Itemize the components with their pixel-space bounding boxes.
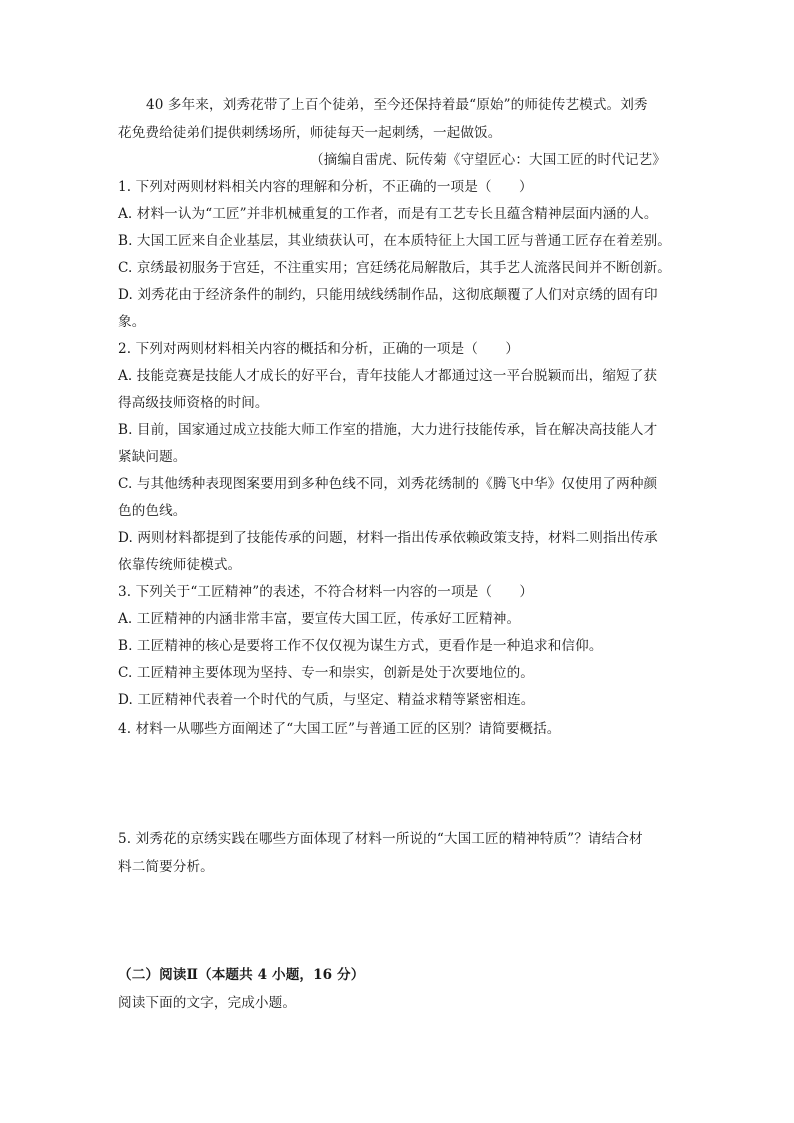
question-2: 2. 下列对两则材料相关内容的概括和分析，正确的一项是（ ） [118,341,520,357]
section-instruction: 阅读下面的文字，完成小题。 [118,995,297,1011]
question-4: 4. 材料一从哪些方面阐述了“大国工匠”与普通工匠的区别？请简要概括。 [118,721,561,737]
passage-line-2: 花免费给徒弟们提供刺绣场所，师徒每天一起刺绣，一起做饭。 [118,125,502,141]
question-1-option-c: C. 京绣最初服务于宫廷，不注重实用；宫廷绣花局解散后，其手艺人流落民间并不断创新。 [118,260,671,276]
question-1-option-a: A. 材料一认为“工匠”并非机械重复的工作者，而是有工艺专长且蕴含精神层面内涵的人。 [118,206,658,222]
section-heading: （二）阅读Ⅱ（本题共 4 小题，16 分） [118,967,365,983]
question-3: 3. 下列关于“工匠精神”的表述，不符合材料一内容的一项是（ ） [118,584,534,600]
question-2-option-b-cont: 紧缺问题。 [118,449,187,465]
question-3-option-c: C. 工匠精神主要体现为坚持、专一和崇实，创新是处于次要地位的。 [118,665,534,681]
question-1-option-d: D. 刘秀花由于经济条件的制约，只能用绒线绣制作品，这彻底颠覆了人们对京绣的固有印 [118,287,658,303]
source-citation: （摘编自雷虎、阮传菊《守望匠心：大国工匠的时代记艺》 [309,152,666,168]
question-2-option-d: D. 两则材料都提到了技能传承的问题，材料一指出传承依赖政策支持，材料二则指出传承 [118,530,658,546]
question-3-option-b: B. 工匠精神的核心是要将工作不仅仅视为谋生方式，更看作是一种追求和信仰。 [118,638,603,654]
question-2-option-a-cont: 得高级技师资格的时间。 [118,395,269,411]
passage-line-1: 40 多年来，刘秀花带了上百个徒弟，至今还保持着最“原始”的师徒传艺模式。刘秀 [146,97,648,113]
question-3-option-a: A. 工匠精神的内涵非常丰富，要宣传大国工匠，传承好工匠精神。 [118,611,521,627]
question-2-option-d-cont: 依靠传统师徒模式。 [118,557,242,573]
question-3-option-d: D. 工匠精神代表着一个时代的气质，与坚定、精益求精等紧密相连。 [118,692,535,708]
question-1-option-b: B. 大国工匠来自企业基层，其业绩获认可，在本质特征上大国工匠与普通工匠存在着差别。 [118,233,671,249]
question-1: 1. 下列对两则材料相关内容的理解和分析，不正确的一项是（ ） [118,179,533,195]
question-2-option-c: C. 与其他绣种表现图案要用到多种色线不同，刘秀花绣制的《腾飞中华》仅使用了两种颜 [118,476,658,492]
question-5-cont: 料二简要分析。 [118,859,214,875]
question-1-option-d-cont: 象。 [118,314,146,330]
question-2-option-c-cont: 色的色线。 [118,503,187,519]
question-2-option-b: B. 目前，国家通过成立技能大师工作室的措施，大力进行技能传承，旨在解决高技能人才 [118,422,658,438]
question-2-option-a: A. 技能竞赛是技能人才成长的好平台，青年技能人才都通过这一平台脱颖而出，缩短了获 [118,368,658,384]
question-5: 5. 刘秀花的京绣实践在哪些方面体现了材料一所说的“大国工匠的精神特质”？请结合材 [118,831,643,847]
